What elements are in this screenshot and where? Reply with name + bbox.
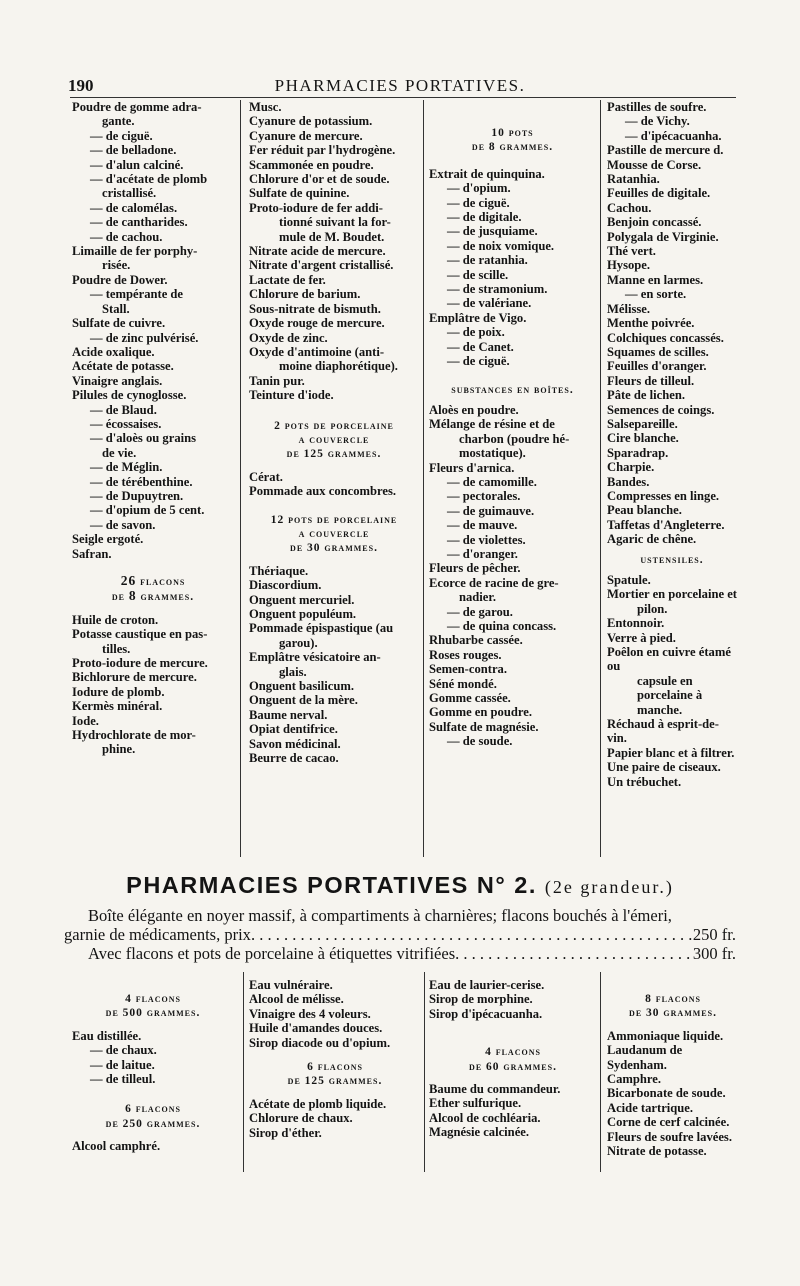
section-heading: ustensiles. <box>640 553 704 566</box>
list-item: — de Canet. <box>447 339 514 354</box>
column-rule <box>424 972 425 1172</box>
list-item: Kermès minéral. <box>72 699 163 714</box>
list-item: — d'opium de 5 cent. <box>90 503 205 518</box>
list-item: — d'oranger. <box>447 546 518 561</box>
list-item: mule de M. Boudet. <box>279 229 385 244</box>
header-rule <box>70 97 736 98</box>
column-1 <box>72 100 234 757</box>
list-item: Oxyde de zinc. <box>249 330 328 345</box>
section-heading: 6 flacons de 250 grammes. <box>105 1103 201 1130</box>
list-item: — d'opium. <box>447 181 511 196</box>
list-item: Pastille de mercure d. <box>607 143 724 158</box>
list-item: — de Vichy. <box>625 114 690 129</box>
page-number: 190 <box>68 76 94 95</box>
list-item: — de ratanhia. <box>447 253 528 268</box>
list-item: Extrait de quinquina. <box>429 166 545 181</box>
list-item: Une paire de ciseaux. <box>607 760 721 775</box>
list-item: nadier. <box>459 590 496 605</box>
list-item: Alcool de cochléaria. <box>429 1110 541 1125</box>
list-item: — de laitue. <box>90 1057 155 1072</box>
list-item: Salsepareille. <box>607 416 678 431</box>
list-item: Bichlorure de mercure. <box>72 670 197 685</box>
section-heading: substances en boîtes. <box>451 383 574 396</box>
list-item: Feuilles de digitale. <box>607 186 711 201</box>
list-item: Potasse caustique en pas- <box>72 627 208 642</box>
list-item: Hysope. <box>607 258 651 273</box>
list-item: Vinaigre anglais. <box>72 373 163 388</box>
list-item: Eau de laurier-cerise. <box>429 978 545 992</box>
list-item: Lactate de fer. <box>249 272 326 287</box>
list-item: Proto-iodure de mercure. <box>72 656 208 671</box>
list-item: Sulfate de quinine. <box>249 186 350 201</box>
section-heading: 2 pots de porcelaine a couvercle de 125 grammes. <box>274 419 394 461</box>
list-item: Poêlon en cuivre étamé ou <box>607 645 731 674</box>
list-item: Camphre. <box>607 1072 661 1087</box>
list-item: Thé vert. <box>607 244 656 259</box>
list-item: Acide tartrique. <box>607 1100 694 1115</box>
list-item: Musc. <box>249 100 282 114</box>
list-item: Vinaigre des 4 voleurs. <box>249 1006 371 1021</box>
list-item: gante. <box>102 114 135 129</box>
list-item: Savon médicinal. <box>249 736 341 751</box>
list-item: Ecorce de racine de gre- <box>429 575 559 590</box>
list-item: Nitrate d'argent cristallisé. <box>249 258 394 273</box>
column-4 <box>607 100 737 789</box>
list-item: Aloès en poudre. <box>429 402 519 417</box>
list-item: Compresses en linge. <box>607 488 720 503</box>
bottom-column-4 <box>607 992 739 1158</box>
list-item: Rhubarbe cassée. <box>429 633 523 648</box>
section-heading: 6 flacons de 125 grammes. <box>287 1061 383 1088</box>
list-item: Fleurs d'arnica. <box>429 460 515 475</box>
list-item: Sparadrap. <box>607 445 669 460</box>
list-item: charbon (poudre hé- <box>459 431 570 446</box>
list-item: Sulfate de magnésie. <box>429 719 539 734</box>
list-item: — de noix vomique. <box>447 238 555 253</box>
list-item: Sirop diacode ou d'opium. <box>249 1035 391 1050</box>
list-item: pilon. <box>637 601 668 616</box>
list-item: Opiat dentifrice. <box>249 722 338 737</box>
list-item: Onguent de la mère. <box>249 693 358 708</box>
list-item: cristallisé. <box>102 186 157 201</box>
list-item: Alcool de mélisse. <box>249 992 344 1007</box>
section-heading: 12 pots de porcelaine a couvercle de 30 grammes. <box>270 513 398 555</box>
list-item: Huile de croton. <box>72 612 159 627</box>
list-item: Sirop de morphine. <box>429 992 533 1007</box>
list-item: Hydrochlorate de mor- <box>72 728 196 743</box>
list-item: — de soude. <box>447 734 513 749</box>
column-rule <box>423 100 424 857</box>
list-item: — de ciguë. <box>447 195 510 210</box>
list-item: Colchiques concassés. <box>607 330 724 345</box>
page-header <box>64 76 736 96</box>
list-item: Oxyde d'antimoine (anti- <box>249 344 385 359</box>
list-item: — pectorales. <box>447 489 521 504</box>
list-item: Sirop d'éther. <box>249 1125 322 1140</box>
column-2 <box>249 100 419 765</box>
list-item: Iode. <box>72 713 99 728</box>
list-item: Poudre de Dower. <box>72 272 168 287</box>
list-item: — de ciguë. <box>90 128 153 143</box>
list-item: Pommade épispastique (au <box>249 621 394 636</box>
list-item: — tempérante de <box>90 287 184 302</box>
list-item: Pastilles de soufre. <box>607 100 707 114</box>
list-item: — de quina concass. <box>447 619 557 633</box>
list-item: Eau vulnéraire. <box>249 978 333 992</box>
list-item: Tanin pur. <box>249 373 305 388</box>
list-item: Semences de coings. <box>607 402 715 417</box>
list-item: — écossaises. <box>90 416 162 431</box>
list-item: — de cachou. <box>90 229 163 244</box>
list-item: tilles. <box>102 641 131 656</box>
list-item: tionné suivant la for- <box>279 215 391 230</box>
list-item: — de zinc pulvérisé. <box>90 330 199 345</box>
list-item: Nitrate acide de mercure. <box>249 244 386 259</box>
list-item: Emplâtre vésicatoire an- <box>249 650 381 665</box>
list-item: — de digitale. <box>447 210 522 225</box>
list-item: Teinture d'iode. <box>249 388 334 403</box>
section-2-intro: Boîte élégante en noyer massif, à compartiments à charnières; flacons bouchés à l'émeri, garnie de médicaments, prix . . . 250 fr. Avec flacons et pots de porcelaine à étiquettes vitrifiées . . . 300 fr. <box>64 906 736 963</box>
section-heading: 4 flacons de 500 grammes. <box>105 993 201 1020</box>
section-2-title: PHARMACIES PORTATIVES N° 2. (2e grandeur.) <box>126 872 674 898</box>
list-item: mostatique). <box>459 446 526 461</box>
list-item: — de camomille. <box>447 474 537 489</box>
list-item: Diascordium. <box>249 578 322 593</box>
list-item: — de guimauve. <box>447 503 535 518</box>
list-item: Bicarbonate de soude. <box>607 1086 726 1101</box>
list-item: Séné mondé. <box>429 676 497 691</box>
column-rule <box>243 972 244 1172</box>
section-heading: 26 flacons de 8 grammes. <box>111 573 195 604</box>
list-item: risée. <box>102 258 131 273</box>
list-item: Stall. <box>102 301 130 316</box>
list-item: capsule en porcelaine à <box>637 673 703 703</box>
list-item: Cachou. <box>607 200 652 215</box>
list-item: — d'aloès ou grains <box>90 431 197 446</box>
list-item: — de savon. <box>90 517 156 532</box>
column-3 <box>429 126 596 749</box>
list-item: Safran. <box>72 546 112 561</box>
list-item: Acétate de potasse. <box>72 359 174 374</box>
list-item: Corne de cerf calcinée. <box>607 1115 730 1130</box>
list-item: Entonnoir. <box>607 616 665 631</box>
bottom-column-3 <box>429 978 597 1140</box>
list-item: Poudre de gomme adra- <box>72 100 202 114</box>
list-item: Iodure de plomb. <box>72 684 165 699</box>
list-item: Nitrate de potasse. <box>607 1144 707 1159</box>
list-item: Fer réduit par l'hydrogène. <box>249 143 396 158</box>
list-item: Un trébuchet. <box>607 774 682 789</box>
bottom-column-2 <box>249 978 421 1140</box>
list-item: Charpie. <box>607 460 655 475</box>
list-item: — de poix. <box>447 325 505 340</box>
list-item: Emplâtre de Vigo. <box>429 310 527 325</box>
list-item: — de chaux. <box>90 1043 157 1058</box>
list-item: Peau blanche. <box>607 503 682 518</box>
list-item: Limaille de fer porphy- <box>72 244 198 259</box>
list-item: Pâte de lichen. <box>607 388 685 403</box>
list-item: de vie. <box>102 445 137 460</box>
list-item: moine diaphorétique). <box>279 359 398 374</box>
list-item: — de cantharides. <box>90 215 188 230</box>
list-item: — de Dupuytren. <box>90 488 184 503</box>
list-item: glais. <box>279 664 307 679</box>
list-item: Sous-nitrate de bismuth. <box>249 301 381 316</box>
list-item: Pilules de cynoglosse. <box>72 388 187 403</box>
section-heading: 8 flacons de 30 grammes. <box>629 993 717 1020</box>
list-item: — de garou. <box>447 604 513 619</box>
list-item: Roses rouges. <box>429 647 502 662</box>
list-item: — de térébenthine. <box>90 474 193 489</box>
list-item: Mortier en porcelaine et <box>607 587 737 602</box>
list-item: Bandes. <box>607 474 650 489</box>
list-item: Mousse de Corse. <box>607 157 702 172</box>
list-item: — de stramonium. <box>447 282 548 297</box>
list-item: — de jusquiame. <box>447 224 538 239</box>
list-item: Papier blanc et à filtrer. <box>607 745 735 760</box>
section-heading: 4 flacons de 60 grammes. <box>469 1046 557 1073</box>
list-item: Verre à pied. <box>607 630 676 645</box>
list-item: Chlorure de barium. <box>249 287 361 302</box>
list-item: — de tilleul. <box>90 1072 156 1087</box>
list-item: Mélange de résine et de <box>429 417 555 432</box>
list-item: Oxyde rouge de mercure. <box>249 316 385 331</box>
list-item: Baume nerval. <box>249 707 328 722</box>
list-item: Ether sulfurique. <box>429 1096 522 1111</box>
list-item: phine. <box>102 742 136 757</box>
list-item: Magnésie calcinée. <box>429 1125 530 1140</box>
list-item: garou). <box>279 635 318 650</box>
list-item: Semen-contra. <box>429 662 507 677</box>
section-heading: 10 pots de 8 grammes. <box>471 127 554 154</box>
list-item: Sulfate de cuivre. <box>72 316 166 331</box>
column-rule <box>600 972 601 1172</box>
list-item: Fleurs de tilleul. <box>607 373 695 388</box>
list-item: — d'acétate de plomb <box>90 172 208 187</box>
list-item: Cyanure de potassium. <box>249 114 373 129</box>
list-item: — de violettes. <box>447 532 526 547</box>
list-item: Beurre de cacao. <box>249 751 339 766</box>
list-item: Menthe poivrée. <box>607 316 695 331</box>
list-item: Acide oxalique. <box>72 344 155 359</box>
list-item: Fleurs de soufre lavées. <box>607 1129 732 1144</box>
list-item: — d'alun calciné. <box>90 157 184 172</box>
list-item: Spatule. <box>607 573 651 587</box>
list-item: — de belladone. <box>90 143 177 158</box>
list-item: Pommade aux concombres. <box>249 484 397 499</box>
column-rule <box>600 100 601 857</box>
list-item: — de mauve. <box>447 518 518 533</box>
list-item: Cérat. <box>249 469 283 484</box>
list-item: Squames de scilles. <box>607 344 709 359</box>
list-item: Alcool camphré. <box>72 1139 161 1154</box>
list-item: — de scille. <box>447 267 509 282</box>
list-item: Huile d'amandes douces. <box>249 1021 383 1036</box>
list-item: Benjoin concassé. <box>607 215 702 230</box>
list-item: Fleurs de pêcher. <box>429 561 521 576</box>
list-item: Sirop d'ipécacuanha. <box>429 1006 543 1021</box>
list-item: — de ciguë. <box>447 354 510 369</box>
list-item: Baume du commandeur. <box>429 1082 561 1097</box>
list-item: — d'ipécacuanha. <box>625 128 722 143</box>
list-item: Polygala de Virginie. <box>607 229 719 244</box>
price-line: Avec flacons et pots de porcelaine à étiquettes vitrifiées . . . 300 fr. <box>64 944 736 963</box>
list-item: Cyanure de mercure. <box>249 128 363 143</box>
list-item: Seigle ergoté. <box>72 532 144 547</box>
section-2-subtitle: (2e grandeur.) <box>544 877 674 897</box>
list-item: Onguent populéum. <box>249 607 357 621</box>
list-item: Cire blanche. <box>607 431 679 446</box>
list-item: Gomme cassée. <box>429 691 511 706</box>
list-item: Onguent mercuriel. <box>249 592 355 607</box>
list-item: Onguent basilicum. <box>249 679 354 694</box>
list-item: Ratanhia. <box>607 172 660 187</box>
list-item: — de Méglin. <box>90 460 163 475</box>
price-line: garnie de médicaments, prix . . . 250 fr. <box>64 925 736 944</box>
list-item: Ammoniaque liquide. <box>607 1028 724 1043</box>
list-item: — en sorte. <box>625 287 687 302</box>
list-item: Chlorure d'or et de soude. <box>249 172 390 187</box>
list-item: — de valériane. <box>447 296 532 311</box>
column-rule <box>240 100 241 857</box>
list-item: Réchaud à esprit-de-vin. <box>607 717 719 746</box>
list-item: — de calomélas. <box>90 200 178 215</box>
list-item: Taffetas d'Angleterre. <box>607 517 725 532</box>
list-item: Acétate de plomb liquide. <box>249 1096 387 1111</box>
list-item: Scammonée en poudre. <box>249 157 374 172</box>
list-item: Proto-iodure de fer addi- <box>249 200 383 215</box>
list-item: Mélisse. <box>607 301 651 316</box>
list-item: Manne en larmes. <box>607 272 704 287</box>
list-item: Chlorure de chaux. <box>249 1111 353 1126</box>
running-title: PHARMACIES PORTATIVES. <box>274 76 526 95</box>
list-item: Thériaque. <box>249 563 309 578</box>
bottom-column-1 <box>72 992 234 1154</box>
list-item: — de Blaud. <box>90 402 157 417</box>
list-item: Laudanum de Sydenham. <box>607 1043 683 1072</box>
list-item: Eau distillée. <box>72 1028 142 1043</box>
list-item: manche. <box>637 702 683 717</box>
list-item: Agaric de chêne. <box>607 532 697 547</box>
list-item: Gomme en poudre. <box>429 705 532 720</box>
list-item: Feuilles d'oranger. <box>607 359 707 374</box>
